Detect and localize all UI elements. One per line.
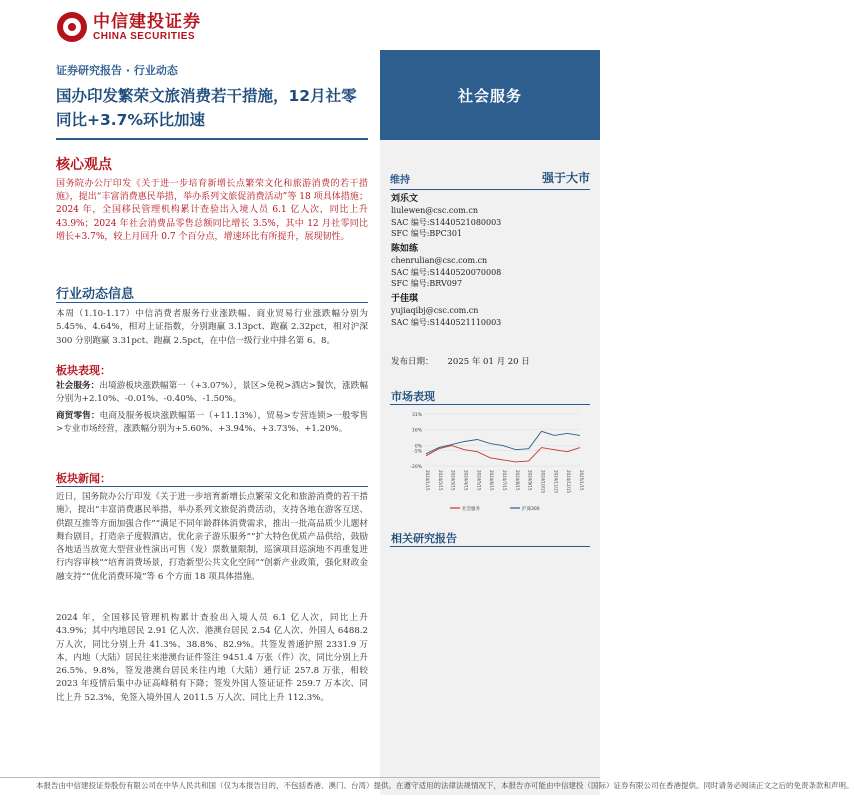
publish-date	[391, 355, 530, 367]
industry-divider	[56, 302, 368, 303]
series-line-0	[426, 446, 580, 462]
analyst-email[interactable]: chenrulian@csc.com.cn	[391, 256, 488, 266]
social-text: 出境游板块涨跌幅第一（+3.07%），景区>免税>酒店>餐饮，涨跌幅分别为+2.10%、-0.01%、-0.40%、-1.50%。	[56, 381, 368, 405]
x-tick-label: 2024/11/15	[553, 470, 559, 494]
performance-retail	[56, 410, 368, 437]
analyst-name: 陈如练	[391, 244, 419, 254]
social-label: 社会服务：	[56, 381, 100, 391]
market-performance-chart	[390, 408, 590, 518]
title-block	[56, 62, 368, 140]
retail-label: 商贸零售：	[56, 411, 100, 421]
x-tick-label: 2024/9/15	[527, 470, 533, 491]
analyst-email[interactable]: liulewen@csc.com.cn	[391, 206, 478, 216]
x-tick-label: 2024/2/15	[437, 470, 443, 491]
analyst-sac: SAC 编号:S1440521110003	[391, 317, 502, 327]
analyst-1	[391, 194, 501, 239]
logo-en-text: CHINA SECURITIES	[93, 30, 196, 42]
disclaimer: 本报告由中信建投证券股份有限公司在中华人民共和国（仅为本报告目的，不包括香港、澳门、台湾）提供。在遵守适用的法律法规情况下，本报告亦可能由中信建投（国际）证券有限公司在香港提供。同时请务必阅读正文之后的免责条款和声明。	[36, 781, 854, 790]
report-type: 证券研究报告 · 行业动态	[56, 64, 178, 77]
x-tick-label: 2024/10/15	[540, 470, 546, 494]
sector-name: 社会服务	[457, 86, 522, 105]
news-paragraph-2: 2024 年，全国移民管理机构累计查验出入境人员 6.1 亿人次，同比上升 43.9%；其中内地居民 2.91 亿人次、港澳台居民 2.54 亿人次、外国人 6488.2 万人次，同比分别上升 41.3%、38.8%、82.9%。共签发普通护照 2331.9 万本，内地（大陆）居民往来港澳台证件签注 9451.4 万张（件）次，同比分别上升 26.5%、9.8%，签发港澳台居民来往内地（大陆）通行证 257.8 万张，相较 2023 年疫情后集中办证高峰稍有下降；签发外国人签证证件 259.7 万本次、同比上升 52.3%，免签入境外国人 2011.5 万人次、同比上升 112.3%。	[56, 613, 368, 703]
y-tick-label: 0%	[414, 444, 422, 450]
rating-label: 维持	[390, 175, 410, 186]
retail-text: 电商及服务板块涨跌幅第一（+11.13%），贸易>专营连锁>一般零售>专业市场经营，涨跌幅分别为+5.60%、+3.94%、+3.73%、+1.20%。	[56, 411, 368, 435]
logo-mark-icon	[57, 12, 87, 42]
sector-band	[380, 50, 600, 140]
y-tick-label: -5%	[413, 449, 422, 455]
legend-label: 社会服务	[462, 506, 480, 512]
market-divider	[390, 404, 590, 405]
news-heading: 板块新闻：	[56, 472, 111, 485]
analyst-name: 刘乐文	[391, 194, 419, 204]
x-tick-label: 2025/1/15	[579, 470, 584, 491]
analyst-sac: SAC 编号:S1440520070008	[391, 267, 502, 277]
related-heading: 相关研究报告	[391, 532, 457, 545]
x-tick-label: 2024/5/15	[476, 470, 482, 491]
news-paragraph-1: 近日，国务院办公厅印发《关于进一步培育新增长点繁荣文化和旅游消费的若干措施》，提出“丰富消费惠民举措，举办系列文旅促消费活动，支持各地在游客互送、供跟互推等方面加强合作”“满足不同年龄群体消费需求，推出一批高品质少儿题材舞台剧目，打造亲子度假酒店，优化亲子游乐服务”“扩大特色优质产品供给，鼓励各地适当放宽大型营业性演出可售（发）票数量限制，巡演项目巡演地不再重复进行内容审核”“培育消费场景，打造新型公共文化空间”“创新产业政策，强化财政金融支持”“优化消费环境”等 6 个方面 18 项具体措施。	[56, 492, 368, 582]
related-divider	[390, 546, 590, 547]
performance-heading: 板块表现：	[56, 364, 111, 377]
publish-date-label: 发布日期：	[391, 357, 434, 367]
analyst-email[interactable]: yujiaqibj@csc.com.cn	[391, 306, 479, 316]
y-tick-label: -20%	[410, 465, 422, 470]
x-tick-label: 2024/6/15	[489, 470, 495, 491]
analyst-2	[391, 244, 501, 289]
analyst-sfc: SFC 编号:BRV097	[391, 278, 463, 288]
core-heading: 核心观点	[56, 157, 112, 173]
rating-row	[390, 170, 590, 190]
report-title: 国办印发繁荣文旅消费若干措施，12月社零同比+3.7%环比加速	[56, 87, 357, 129]
title-divider	[56, 138, 368, 140]
x-tick-label: 2024/3/15	[450, 470, 456, 491]
x-tick-label: 2024/7/15	[502, 470, 507, 491]
analyst-sfc: SFC 编号:BPC301	[391, 228, 463, 238]
publish-date-value: 2025 年 01 月 20 日	[447, 357, 530, 367]
industry-text: 本周（1.10-1.17）中信消费者服务行业涨跌幅、商业贸易行业涨跌幅分别为 5.45%、4.64%，相对上证指数，分别跑赢 3.13pct、跑赢 2.32pct，相对沪深 300 分别跑赢 3.31pct、跑赢 2.5pct，在中信一级行业中排名第 6、8。	[56, 309, 368, 346]
logo-cn-text: 中信建投证券	[93, 11, 201, 32]
performance-social	[56, 380, 368, 407]
company-logo	[57, 12, 201, 42]
x-tick-label: 2024/8/15	[514, 470, 520, 491]
market-heading: 市场表现	[391, 390, 435, 403]
core-text: 国务院办公厅印发《关于进一步培育新增长点繁荣文化和旅游消费的若干措施》，提出“丰富消费惠民举措，举办系列文旅促消费活动”等 18 项具体措施；2024 年，全国移民管理机构累计查验出入境人员 6.1 亿人次，同比上升 43.9%；2024 年社会消费品零售总额同比增长 3.5%，其中 12 月社零同比增长+3.7%，较上月回升 0.7 个百分点，增速环比有所提升，展现韧性。	[56, 179, 368, 242]
y-tick-label: 31%	[411, 413, 422, 418]
analyst-sac: SAC 编号:S1440521080003	[391, 217, 502, 227]
analyst-3	[391, 294, 501, 328]
y-tick-label: 16%	[411, 428, 422, 434]
x-tick-label: 2024/12/15	[566, 470, 572, 494]
rating-value: 强于大市	[541, 171, 590, 185]
analyst-name: 于佳琪	[391, 294, 419, 304]
industry-heading: 行业动态信息	[56, 287, 135, 302]
x-tick-label: 2024/4/15	[463, 470, 469, 491]
legend-label: 沪深300	[522, 506, 540, 512]
footer-divider	[0, 777, 600, 778]
news-divider	[56, 486, 368, 487]
x-tick-label: 2024/1/15	[425, 470, 430, 491]
